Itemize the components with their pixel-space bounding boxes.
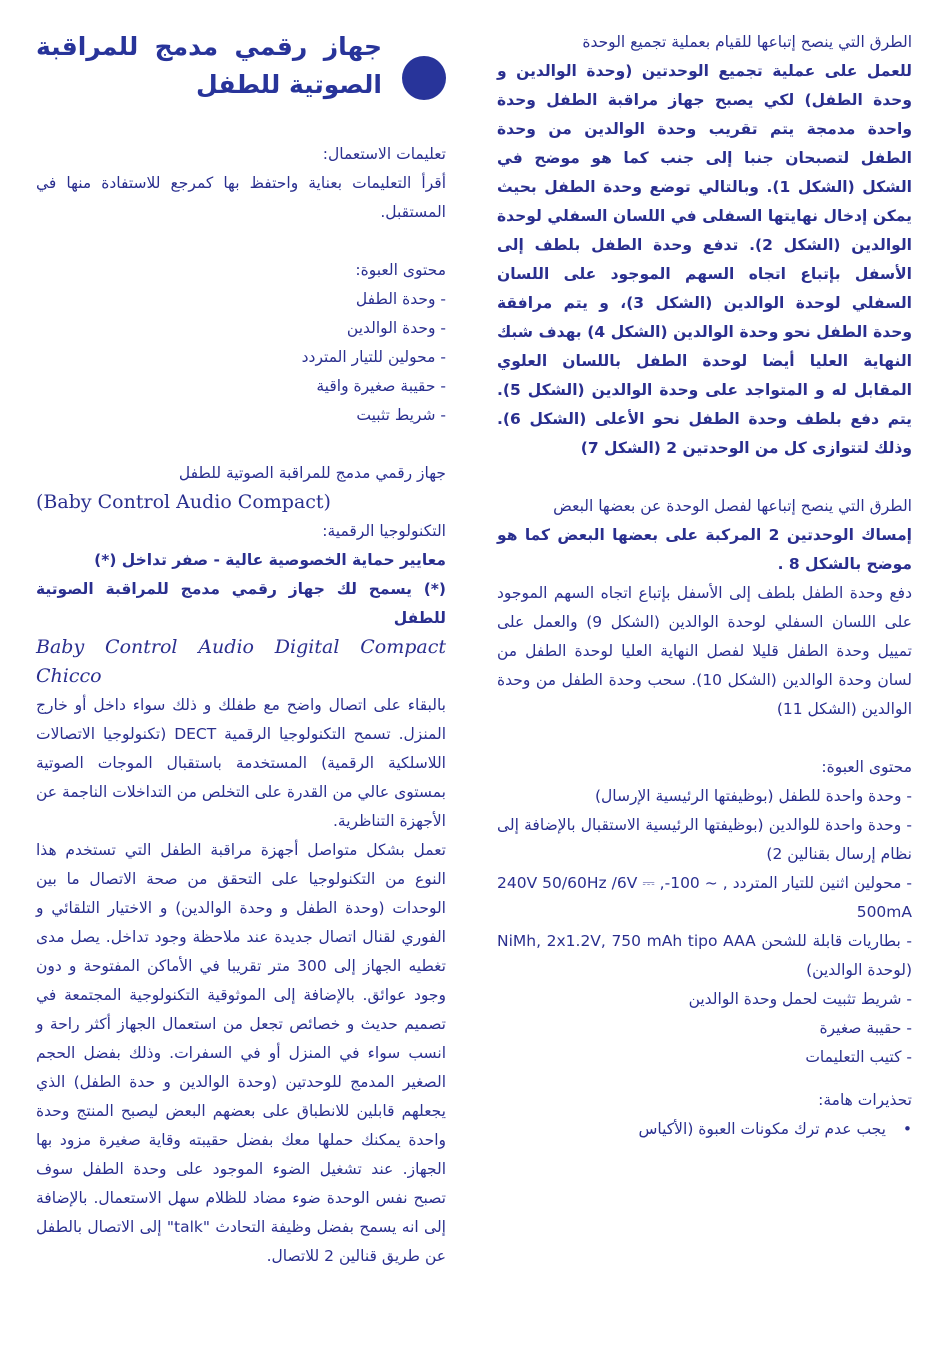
separate-bold: إمساك الوحدتين 2 المركبة على بعضها البعض كما هو موضح بالشكل 8 . [497, 526, 912, 573]
privacy-line: معايير حماية الخصوصية عالية - صفر تداخل (*) [94, 551, 446, 569]
package-item: - كتيب التعليمات [805, 1048, 912, 1066]
package-title-right: محتوى العبوة: [821, 758, 912, 776]
warning-text: يجب عدم ترك مكونات العبوة (الأكياس [638, 1120, 886, 1138]
warning-item [497, 1115, 912, 1144]
package-item: - محولين للتيار المتردد [301, 348, 446, 366]
assembly-intro: الطرق التي ينصح إتباعها للقيام بعملية تجميع الوحدة [582, 33, 912, 51]
page-title: جهاز رقمي مدمج للمراقبة الصوتية للطفل [36, 32, 382, 99]
warnings-title: تحذيرات هامة: [818, 1091, 912, 1109]
star-text: بالبقاء على اتصال واضح مع طفلك و ذلك سواء داخل أو خارج المنزل. تسمح التكنولوجيا الرقمية DECT (تكنولوجيا الاتصالات اللاسلكية الرقمية) المستخدمة باستقبال الموجات الصوتية بمستوى عالي من القدرة على التخلص من التداخلات الناجمة عن الأجهزة التناظرية. [36, 696, 446, 830]
package-item: - وحدة الوالدين [346, 319, 446, 337]
package-title-left: محتوى العبوة: [355, 261, 446, 279]
package-item: - حقيبة صغيرة واقية [316, 377, 446, 395]
separate-intro: الطرق التي ينصح إتباعها لفصل الوحدة عن بعضها البعض [553, 497, 912, 515]
star-text-bold: (*) يسمح لك جهاز رقمي مدمج للمراقبة الصوتية للطفل [36, 580, 446, 627]
bullet-icon: • [902, 1120, 912, 1138]
assembly-text: للعمل على عملية تجميع الوحدتين (وحدة الوالدين و وحدة الطفل) لكي يصبح جهاز مراقبة الطفل وحدة واحدة مدمجة يتم تقريب وحدة الوالدين من وحدة الطفل لتصبحان جنبا إلى جنب كما هو موضح في الشكل (الشكل 1). وبالتالي توضع وحدة الطفل بحيث يمكن إدخال نهايتها السفلى في اللسان السفلي لوحدة الوالدين (الشكل 2). تدفع وحدة الطفل بلطف إلى الأسفل بإتباع اتجاه السهم الموجود على اللسان السفلي لوحدة الوالدين (الشكل 3)، و يتم مرافقة وحدة الطفل نحو وحدة الوالدين (الشكل 4) بهدف شبك النهاية العليا أيضا لوحدة الطفل باللسان العلوي المقابل له و المتواجد على وحدة الوالدين (الشكل 5). يتم دفع بلطف وحدة الطفل نحو الأعلى (الشكل 6). وذلك لتتوازى كل من الوحدتين 2 (الشكل 7) [497, 62, 913, 457]
separate-text: دفع وحدة الطفل بلطف إلى الأسفل بإتباع اتجاه السهم الموجود على اللسان السفلي لوحدة الوالدين (الشكل 9) والعمل على تمييل وحدة الطفل قليلا لفصل النهاية العليا لوحدة الطفل من لسان وحدة الوالدين (الشكل 10). سحب وحدة الطفل من وحدة الوالدين (الشكل 11) [497, 584, 912, 718]
package-item: - بطاريات قابلة للشحن NiMh, 2x1.2V, 750 mAh tipo AAA (لوحدة الوالدين) [497, 932, 912, 979]
instructions-title: تعليمات الاستعمال: [322, 145, 446, 163]
title-block [36, 28, 446, 140]
right-column [497, 28, 912, 1144]
package-item: - وحدة واحدة للوالدين (بوظيفتها الرئيسية الاستقبال بالإضافة إلى نظام إرسال بقنالين 2) [497, 816, 912, 863]
product-name-ar: جهاز رقمي مدمج للمراقبة الصوتية للطفل [178, 464, 446, 482]
package-item: - وحدة الطفل [355, 290, 446, 308]
digital-tech-title: التكنولوجيا الرقمية: [322, 522, 446, 540]
package-item: - محولين اثنين للتيار المتردد , ~ 100-240V 50/60Hz /6V ⎓ , 500mA [497, 874, 912, 921]
package-item: - حقيبة صغيرة [819, 1019, 912, 1037]
left-column [36, 28, 446, 1271]
instructions-text: أقرأ التعليمات بعناية واحتفظ بها كمرجع للاستفادة منها في المستقبل. [36, 174, 446, 221]
package-item: - وحدة واحدة للطفل (بوظيفتها الرئيسية الإرسال) [594, 787, 912, 805]
title-dot-icon [402, 56, 446, 100]
product-name-en: (Baby Control Audio Compact) [36, 491, 331, 513]
body-text: تعمل بشكل متواصل أجهزة مراقبة الطفل التي تستخدم هذا النوع من التكنولوجيا على التحقق من صحة الاتصال ما بين الوحدات (وحدة الطفل و وحدة الوالدين) و الاختيار التلقائي و الفوري لقنال اتصال جديدة عند ملاحظة وجود تداخل. يصل مدى تغطيه الجهاز إلى 300 متر تقريبا في الأماكن المفتوحة و دون وجود عوائق. بالإضافة إلى الموثوقية التكنولوجية المجتمعة في تصميم حديث و خصائص تجعل من استعمال الجهاز أكثر راحة و انسب سواء في المنزل أو في السفرات. وذلك بفضل الحجم الصغير المدمج للوحدتين (وحدة الوالدين و حدة الطفل) الذي يجعلهم قابلين للانطباق على بعضهم البعض ليصبح المنتج وحدة واحدة يمكنك حملها معك بفضل حقيبته وقاية صغيرة مزود بها الجهاز. عند تشغيل الضوء الموجود على وحدة الطفل سوف تصبح نفس الوحدة ضوء مضاد للظلام سهل الاستعمال. بالإضافة إلى انه يسمح بفضل وظيفة التحادث "talk" إلى الاتصال بالطفل عن طريق قنالين 2 للاتصال. [36, 841, 446, 1265]
package-item: - شريط تثبيت لحمل وحدة الوالدين [688, 990, 912, 1008]
package-item: - شريط تثبيت [356, 406, 446, 424]
brand-name: Baby Control Audio Digital Compact Chicco [36, 636, 446, 687]
